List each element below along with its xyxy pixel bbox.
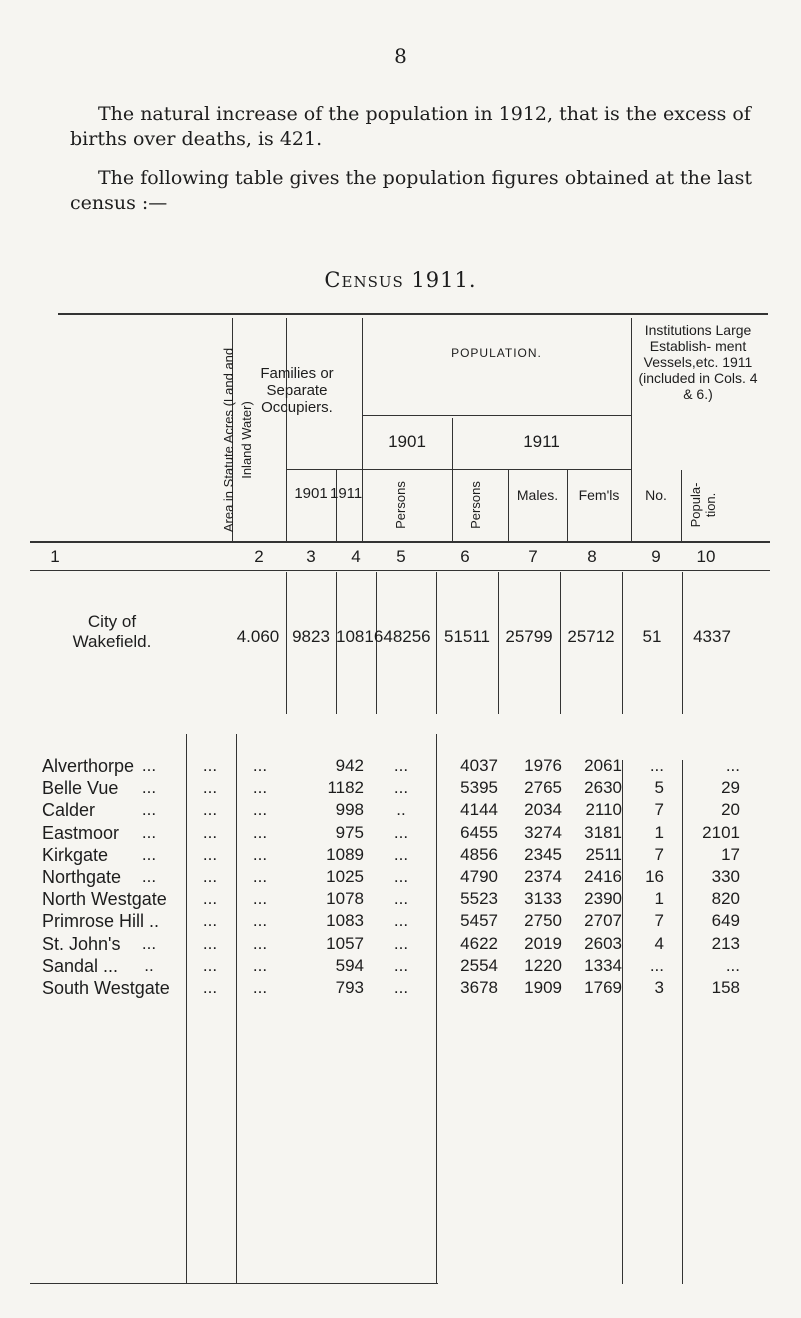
ward-inst-pop: 29: [721, 778, 740, 798]
ward-inst-no: 1: [654, 822, 664, 842]
ward-name: Belle Vue: [42, 778, 119, 799]
ward-fam-1911: 1083: [326, 911, 364, 931]
table-top-rule: [58, 313, 768, 315]
ward-persons-1911: 2554: [460, 955, 498, 975]
ward-females: 2390: [584, 889, 622, 909]
header-families: Families or Separate Occupiers.: [260, 365, 334, 416]
ward-males: 2750: [524, 911, 562, 931]
ward-dots: ...: [141, 933, 157, 953]
ward-females: 1769: [584, 978, 622, 997]
ward-inst-no: ...: [649, 955, 664, 975]
ward-fam-1911: 594: [335, 955, 364, 975]
ward-males: 2345: [524, 844, 562, 864]
table-row: [0, 778, 801, 800]
ward-fam-1901: ...: [252, 978, 268, 997]
ward-inst-pop: 213: [711, 933, 740, 953]
header-fam-1911: 1911: [330, 485, 363, 502]
ward-inst-no: 7: [654, 800, 664, 820]
column-number: 7: [528, 547, 538, 566]
city-persons-1901: 48256: [383, 627, 431, 646]
ward-males: 1976: [524, 756, 562, 775]
ward-area: ...: [202, 756, 218, 775]
paragraph-natural-increase: The natural increase of the population in 1912, that is the excess of births over deaths, is 421.: [70, 103, 751, 150]
table-row: [0, 934, 801, 956]
paragraph-table-intro: The following table gives the population figures obtained at the last census :—: [70, 167, 752, 214]
ward-fam-1911: 942: [335, 756, 364, 775]
rule: [681, 470, 682, 543]
ward-males: 1909: [524, 978, 562, 997]
ward-area: ...: [202, 978, 218, 997]
ward-persons-1911: 4790: [460, 867, 498, 886]
column-number: 6: [460, 547, 470, 566]
ward-persons-1901: ...: [393, 933, 409, 953]
ward-fam-1901: ...: [252, 889, 268, 909]
ward-inst-no: 16: [645, 867, 664, 886]
ward-persons-1911: 4144: [460, 800, 498, 820]
ward-inst-pop: 158: [711, 978, 740, 997]
ward-inst-pop: 17: [721, 844, 740, 864]
ward-females: 2416: [584, 867, 622, 886]
ward-area: ...: [202, 933, 218, 953]
header-females: Fem'ls: [578, 487, 620, 503]
column-number: 8: [587, 547, 597, 566]
ward-females: 3181: [584, 822, 622, 842]
table-row: [0, 978, 801, 1000]
ward-males: 1220: [524, 955, 562, 975]
table-title: Census 1911.: [324, 268, 477, 292]
ward-persons-1901: ...: [393, 889, 409, 909]
ward-persons-1911: 4037: [460, 756, 498, 775]
ward-name: Kirkgate: [42, 844, 109, 865]
ward-females: 2110: [585, 800, 622, 820]
city-name-line1: City of: [87, 612, 137, 631]
ward-persons-1901: ...: [393, 867, 409, 886]
ward-inst-no: ...: [649, 756, 664, 775]
ward-fam-1901: ...: [252, 778, 268, 798]
ward-females: 2511: [585, 844, 622, 864]
ward-fam-1901: ...: [252, 844, 268, 864]
population-sub-rule: [362, 415, 631, 416]
rule: [508, 470, 509, 543]
ward-dots: ...: [141, 800, 157, 820]
ward-inst-pop: ...: [725, 955, 740, 975]
header-institutions: Institutions Large Establish- ment Vessels,etc. 1911 (included in Cols. 4 & 6.): [638, 322, 758, 402]
ward-persons-1901: ...: [393, 911, 409, 931]
ward-name: Sandal ...: [42, 955, 119, 976]
year-sub-rule: [286, 469, 632, 470]
ward-area: ...: [202, 889, 218, 909]
ward-area: ...: [202, 778, 218, 798]
ward-dots: ...: [141, 844, 157, 864]
column-number: 4: [351, 547, 361, 566]
ward-persons-1911: 5457: [460, 911, 498, 931]
rule: [286, 318, 287, 543]
column-number: 10: [696, 547, 716, 566]
ward-dots: ...: [141, 778, 157, 798]
ward-persons-1901: ...: [393, 822, 409, 842]
column-number: 3: [306, 547, 316, 566]
ward-persons-1911: 6455: [460, 822, 498, 842]
ward-inst-pop: 330: [711, 867, 740, 886]
ward-dots: ..: [144, 955, 154, 975]
city-fam-1911: 10816: [336, 627, 384, 646]
column-number: 1: [50, 547, 60, 566]
city-females: 25712: [567, 627, 615, 646]
ward-inst-pop: 649: [711, 911, 740, 931]
ward-persons-1911: 4622: [460, 933, 498, 953]
ward-males: 3133: [524, 889, 562, 909]
ward-fam-1911: 1089: [326, 844, 364, 864]
table-row: [0, 889, 801, 911]
header-area: Area in Statute Acres (Land and Inland Water): [221, 347, 254, 533]
ward-inst-pop: 20: [721, 800, 740, 820]
ward-fam-1901: ...: [252, 933, 268, 953]
ward-inst-no: 7: [654, 844, 664, 864]
ward-fam-1911: 1025: [326, 867, 364, 886]
table-row: [0, 845, 801, 867]
ward-persons-1901: ..: [396, 800, 406, 820]
ward-name: St. John's: [42, 933, 121, 954]
city-persons-1911: 51511: [443, 627, 490, 646]
ward-persons-1911: 3678: [460, 978, 498, 997]
ward-inst-pop: 2101: [702, 822, 740, 842]
ward-males: 2034: [524, 800, 562, 820]
ward-persons-1901: ...: [393, 844, 409, 864]
ward-inst-no: 7: [654, 911, 664, 931]
ward-fam-1911: 1078: [326, 889, 364, 909]
ward-males: 2765: [524, 778, 562, 798]
header-population: POPULATION.: [451, 346, 542, 360]
table-row: [0, 867, 801, 889]
ward-males: 2374: [524, 867, 562, 886]
ward-dots: ...: [141, 756, 157, 775]
ward-fam-1901: ...: [252, 911, 268, 931]
ward-fam-1911: 1182: [327, 778, 364, 798]
ward-inst-no: 5: [654, 778, 664, 798]
ward-area: ...: [202, 844, 218, 864]
ward-area: ...: [202, 800, 218, 820]
ward-females: 1334: [584, 955, 622, 975]
ward-fam-1901: ...: [252, 800, 268, 820]
header-inst-pop: Popula- tion.: [688, 482, 718, 528]
ward-name: North Westgate: [42, 889, 167, 910]
ward-name: Primrose Hill ..: [42, 911, 160, 932]
ward-males: 3274: [524, 822, 562, 842]
city-inst-no: 51: [642, 627, 662, 646]
city-fam-1901: 9823: [292, 627, 330, 646]
ward-fam-1901: ...: [252, 955, 268, 975]
header-persons-1901: Persons: [393, 481, 408, 529]
ward-persons-1911: 4856: [460, 844, 498, 864]
column-number: 9: [651, 547, 661, 566]
table-bottom-rule: [30, 1283, 438, 1284]
ward-inst-no: 4: [654, 933, 664, 953]
ward-name: Northgate: [42, 867, 122, 887]
rule: [336, 470, 337, 543]
header-pop-1901: 1901: [388, 432, 426, 451]
colnum-bottom-rule: [30, 570, 770, 571]
table-row: [0, 823, 801, 845]
header-males: Males.: [516, 487, 559, 503]
ward-area: ...: [202, 822, 218, 842]
ward-persons-1901: ...: [393, 778, 409, 798]
ward-persons-1911: 5523: [460, 889, 498, 909]
ward-persons-1901: ...: [393, 955, 409, 975]
city-inst-pop: 4337: [693, 627, 731, 646]
header-inst-no: No.: [645, 487, 667, 503]
city-name: [42, 612, 182, 652]
page-number: 8: [394, 44, 407, 68]
ward-fam-1901: ...: [252, 867, 268, 886]
ward-name: Alverthorpe: [42, 756, 135, 776]
ward-area: ...: [202, 867, 218, 886]
city-males: 25799: [505, 627, 553, 646]
ward-area: ...: [202, 911, 218, 931]
ward-males: 2019: [524, 933, 562, 953]
ward-inst-no: 1: [654, 889, 664, 909]
rule: [567, 470, 568, 543]
column-number: 5: [396, 547, 406, 566]
table-row: [0, 756, 801, 778]
city-area: 4.060: [236, 627, 280, 646]
ward-name: Eastmoor: [42, 822, 120, 843]
ward-name: Calder: [42, 800, 96, 821]
table-row: [0, 800, 801, 822]
header-fam-1901: 1901: [294, 485, 328, 502]
ward-fam-1911: 793: [335, 978, 364, 997]
ward-inst-no: 3: [654, 978, 664, 997]
ward-persons-1911: 5395: [460, 778, 498, 798]
ward-persons-1901: ...: [393, 978, 409, 997]
rule: [631, 318, 632, 543]
ward-persons-1901: ...: [393, 756, 409, 775]
ward-dots: ...: [141, 822, 157, 842]
ward-fam-1911: 1057: [326, 933, 364, 953]
ward-area: ...: [202, 955, 218, 975]
ward-females: 2630: [584, 778, 622, 798]
table-row: [0, 956, 801, 978]
ward-dots: ...: [141, 867, 157, 886]
table-row: [0, 911, 801, 933]
header-pop-1911: 1911: [523, 432, 560, 451]
ward-females: 2707: [584, 911, 622, 931]
ward-fam-1911: 998: [335, 800, 364, 820]
ward-females: 2603: [584, 933, 622, 953]
ward-inst-pop: ...: [725, 756, 740, 775]
ward-females: 2061: [584, 756, 622, 775]
column-number: 2: [254, 547, 264, 566]
ward-inst-pop: 820: [711, 889, 740, 909]
header-persons-1911: Persons: [468, 481, 483, 529]
ward-fam-1911: 975: [335, 822, 364, 842]
ward-fam-1901: ...: [252, 756, 268, 775]
header-bottom-rule: [30, 541, 770, 543]
city-name-line2: Wakefield.: [72, 632, 152, 651]
ward-fam-1901: ...: [252, 822, 268, 842]
ward-name: South Westgate: [42, 978, 170, 998]
